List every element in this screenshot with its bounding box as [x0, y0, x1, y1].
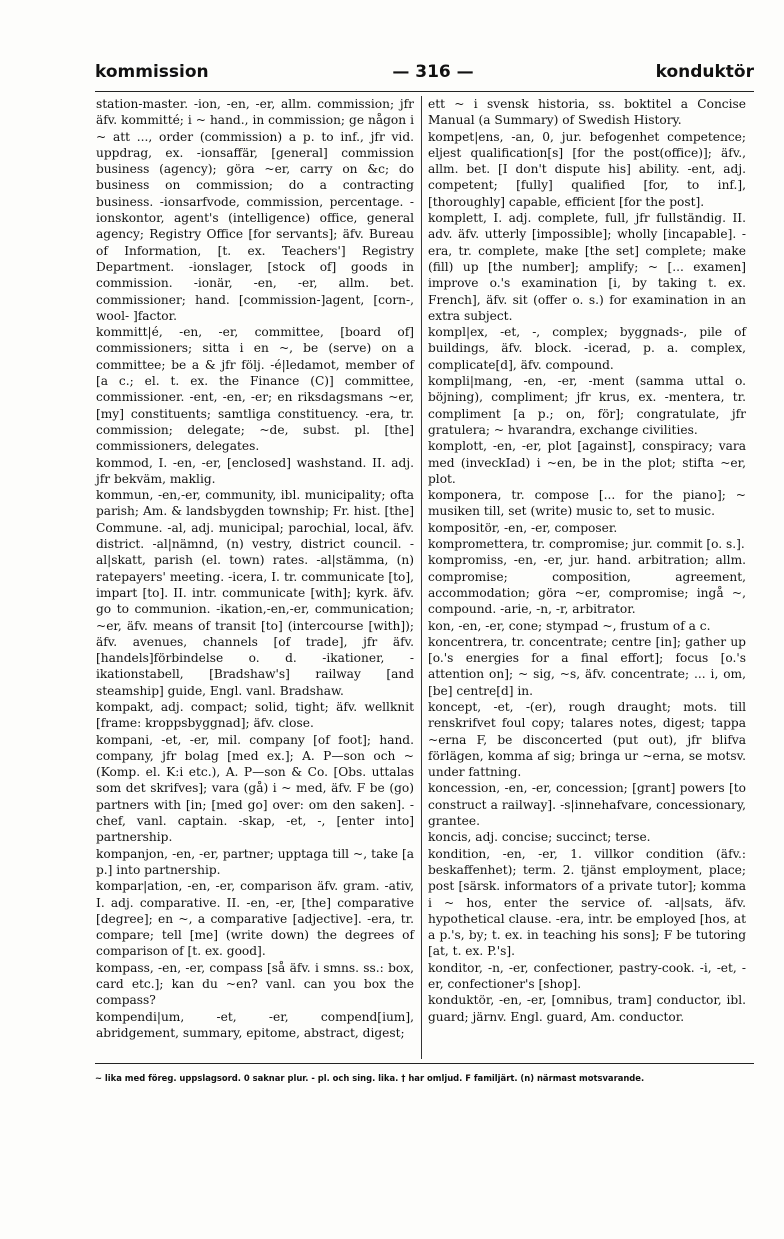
entry-kompendium: kompendi|um, -et, -er, compend[ium], abridgement, summary, epitome, abstract, digest;: [96, 1009, 414, 1040]
left-guideword: kommission: [95, 62, 209, 82]
entry-koncentrera: koncentrera, tr. concentrate; centre [in]; gather up [o.'s energies for a final effort]; focus [o.'s attention on]; ~ sig, ~s, äfv. concentrate; ... i, om, [be] centre[d] in.: [428, 634, 746, 698]
header-rule: [95, 91, 754, 92]
entry-komplimang: kompli|mang, -en, -er, -ment (samma uttal o. böjning), compliment; jfr krus, ex. -mentera, tr. compliment [a p.; on, för]; congratulate, jfr gratulera; ~ hvarandra, exchange civilities.: [428, 374, 746, 437]
entry-kompanjon: kompanjon, -en, -er, partner; upptaga till ~, take [a p.] into partnership.: [96, 846, 414, 877]
entry-kompetens: kompet|ens, -an, 0, jur. befogenhet competence; eljest qualification[s] [for the post(office)]; äfv., allm. bet. [I don't dispute his] ability. -ent, adj. competent; [fully] qualified [for, to inf.], [thoroughly] capable, efficient [for the post].: [428, 129, 746, 209]
right-guideword: konduktör: [655, 62, 754, 82]
entry-konduktor: konduktör, -en, -er, [omnibus, tram] conductor, ibl. guard; järnv. Engl. guard, Am. conductor.: [428, 993, 746, 1024]
page-header: [95, 62, 754, 92]
entry-komplex: kompl|ex, -et, -, complex; byggnads-, pile of buildings, äfv. block. -icerad, p. a. complex, complicate[d], äfv. compound.: [428, 325, 746, 372]
entry-komplett: komplett, I. adj. complete, full, jfr fullständig. II. adv. äfv. utterly [impossible]; wholly [incapable]. -era, tr. complete, make [the set] complete; make (fill) up [the number]; amplify; ~ [... examen] improve o.'s examination [i, by taking t. ex. French], äfv. sit (offer o. s.) for examination in an extra subject.: [428, 211, 746, 323]
entry-kommod: kommod, I. -en, -er, [enclosed] washstand. II. adj. jfr bekväm, maklig.: [96, 455, 414, 486]
entry-koncession: koncession, -en, -er, concession; [grant] powers [to construct a railway]. -s|innehafvare, concessionary, grantee.: [428, 781, 746, 829]
entry-continuation: station-master. -ion, -en, -er, allm. commission; jfr äfv. kommitté; i ~ hand., in commission; ge någon i ~ att ..., order (commission) a p. to inf., jfr vid. uppdrag, ex. -ionsaffär, [general] commission business (agency); göra ~er, carry on &c; do business on commission; do a contracting business. -ionsarfvode, commission, percentage. -ionskontor, agent's (intelligence) office, general agency; Registry Office [for servants]; äfv. Bureau of Information, [t. ex. Teachers'] Registry Department. -ionslager, [stock of] goods in commission. -ionär, -en, -er, allm. bet. commissioner; hand. [commission-]agent, [corn-, wool- ]factor.: [96, 97, 414, 323]
entry-kommitte: kommitt|é, -en, -er, committee, [board of] commissioners; sitta i en ~, be (serve) on a committee; be a & jfr följ. -é|ledamot, member of [a c.; el. t. ex. the Finance (C)] committee, commissioner. -ent, -en, -er; en riksdagsmans ~er, [my] constituents; samtliga constituency. -era, tr. commission; delegate; ~de, subst. pl. [the] commissioners, delegates.: [96, 325, 414, 454]
entry-kondition: kondition, -en, -er, 1. villkor condition (äfv.: beskaffenhet); term. 2. tjänst employment, place; post [särsk. informators of a private tutor]; komma i ~ hos, enter the service of. -al|sats, äfv. hypothetical clause. -era, intr. be employed [hos, at a p.'s, by; t. ex. in teaching his sons]; F be tutoring [at, t. ex. P.'s].: [428, 846, 746, 959]
entry-kompakt: kompakt, adj. compact; solid, tight; äfv. wellknit [frame: kroppsbyggnad]; äfv. close.: [96, 699, 414, 731]
entry-continuation: ett ~ i svensk historia, ss. boktitel a Concise Manual (a Summary) of Swedish History.: [428, 97, 746, 128]
entry-kompositor: kompositör, -en, -er, composer.: [428, 520, 618, 535]
entry-kompass: kompass, -en, -er, compass [så äfv. i smns. ss.: box, card etc.]; kan du ~en? vanl. can you box the compass?: [96, 960, 414, 1008]
entry-komponera: komponera, tr. compose [... for the piano]; ~ musiken till, set (write) music to, set to music.: [428, 488, 746, 519]
entry-kon: kon, -en, -er, cone; stympad ~, frustum of a c.: [428, 618, 711, 633]
right-column: [428, 96, 746, 1025]
entry-komplott: komplott, -en, -er, plot [against], conspiracy; vara med (inveckIad) i ~en, be in the plot; stifta ~er, plot.: [428, 439, 746, 486]
entry-kommun: kommun, -en,-er, community, ibl. municipality; ofta parish; Am. & landsbygden township; Fr. hist. [the] Commune. -al, adj. municipal; parochial, local, äfv. district. -al|nämnd, (n) vestry, district council. -al|skatt, parish (el. town) rates. -al|stämma, (n) ratepayers' meeting. -icera, I. tr. communicate [to], impart [to]. II. intr. communicate [with]; kyrk. äfv. go to communion. -ikation,-en,-er, communication; ~er, äfv. means of transit [to] (intercourse [with]); äfv. avenues, channels [of trade], jfr äfv. [handels]förbindelse o. d. -ikationer, -ikationstabell, [Bradshaw's] railway [and steamship] guide, Engl. vanl. Bradshaw.: [96, 488, 414, 698]
entry-kompromettera: kompromettera, tr. compromise; jur. commit [o. s.].: [428, 537, 745, 552]
entry-koncis: koncis, adj. concise; succinct; terse.: [428, 830, 651, 845]
abbreviation-legend: ~ lika med föreg. uppslagsord. 0 saknar plur. - pl. och sing. lika. † har omljud. F familjärt. (n) närmast motsvarande.: [95, 1073, 645, 1083]
entry-koncept: koncept, -et, -(er), rough draught; mots. till renskrifvet foul copy; talares notes, digest; tappa ~erna F, be disconcerted (put out), jfr blifva förlägen, komma af sig; bringa ur ~erna, se motsv. under fattning.: [428, 699, 746, 780]
entry-kompani: kompani, -et, -er, mil. company [of foot]; hand. company, jfr bolag [med ex.]; A. P—son och ~ (Komp. el. K:i etc.), A. P—son & Co. [Obs. uttalas som det skrifves]; vara (gå) i ~ med, äfv. F be (go) partners with [in; [med go] over: om den saken]. -chef, vanl. captain. -skap, -et, -, [enter into] partnership.: [96, 732, 414, 845]
page-number: — 316 —: [392, 62, 474, 82]
entry-kompromiss: kompromiss, -en, -er, jur. hand. arbitration; allm. compromise; composition, agreement, accommodation; göra ~er, compromise; ingå ~, compound. -arie, -n, -r, arbitrator.: [428, 553, 746, 617]
left-column: [96, 96, 414, 1041]
footer-rule: [95, 1063, 754, 1064]
entry-konditor: konditor, -n, -er, confectioner, pastry-cook. -i, -et, -er, confectioner's [shop].: [428, 960, 746, 992]
column-divider: [421, 96, 422, 1059]
entry-komparation: kompar|ation, -en, -er, comparison äfv. gram. -ativ, I. adj. comparative. II. -en, -er, [the] comparative [degree]; en ~, a comparative [adjective]. -era, tr. compare; tell [me] (write down) the degrees of comparison of [t. ex. good].: [96, 879, 414, 959]
